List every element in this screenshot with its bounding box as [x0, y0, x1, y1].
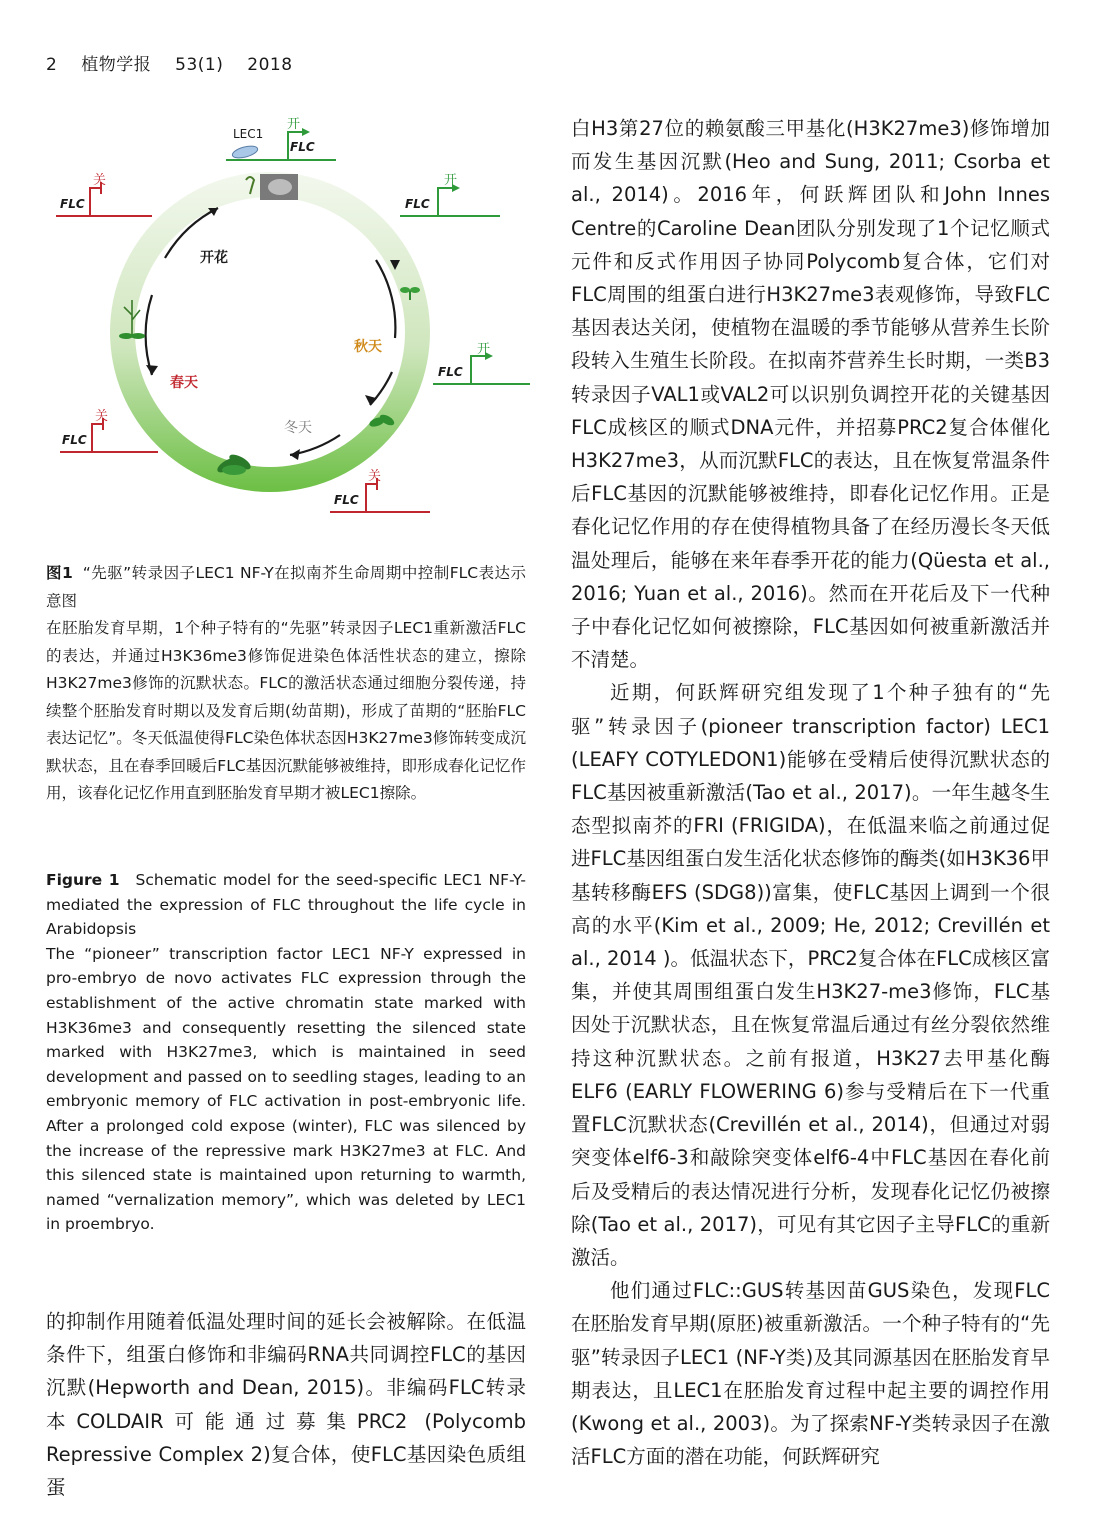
flc-right-on — [433, 342, 530, 384]
flc-left-upper-off — [56, 173, 152, 216]
page-number: 2 — [46, 55, 58, 75]
paragraph: 白H3第27位的赖氨酸三甲基化(H3K27me3)修饰增加而发生基因沉默(Heo and Sung, 2011; Csorba et al., 2014)。2016年，何跃辉团队和John Innes Centre的Caroline Dean团队分别发现了1个记忆顺式元件和反式作用因子协同Polycomb复合体，它们对FLC周围的组蛋白进行H3K27me3表观修饰，导致FLC基因表达关闭，使植物在温暖的季节能够从营养生长阶段转入生殖生长阶段。在拟南芥营养生长时期，一类B3转录因子VAL1或VAL2可以识别负调控开花的关键基因FLC成核区的顺式DNA元件，并招募PRC2复合体催化H3K27me3，从而沉默FLC的表达，且在恢复常温条件后FLC基因的沉默能够被维持，即春化记忆作用。正是春化记忆作用的存在使得植物具备了在经历漫长冬天低温处理后，能够在来年春季开花的能力(Qüesta et al., 2016; Yuan et al., 2016)。然而在开花后及下一代种子中春化记忆如何被擦除，FLC基因如何被重新激活并不清楚。 — [571, 117, 1050, 672]
off-label: 关 — [93, 173, 107, 188]
label-spring: 春天 — [170, 375, 198, 391]
on-label: 开 — [287, 117, 301, 132]
figure-legend-zh: 在胚胎发育早期，1个种子特有的“先驱”转录因子LEC1重新激活FLC的表达，并通过H3K36me3修饰促进染色体活性状态的建立，擦除H3K27me3修饰的沉默状态。FLC的激活状态通过细胞分裂传递，持续整个胚胎发育时期以及发育后期(幼苗期)，形成了苗期的“胚胎FLC表达记忆”。冬天低温使得FLC染色体状态因H3K27me3修饰转变成沉默状态，且在春季回暖后FLC基因沉默能够被维持，即形成春化记忆作用，该春化记忆作用直到胚胎发育早期才被LEC1擦除。 — [46, 619, 526, 802]
lec1-label: LEC1 — [233, 127, 264, 141]
figure-caption-zh — [46, 560, 526, 808]
year: 2018 — [247, 55, 293, 75]
figure-label-en: Figure 1 — [46, 871, 120, 889]
figure-title-zh: “先驱”转录因子LEC1 NF-Y在拟南芥生命周期中控制FLC表达示意图 — [46, 564, 526, 610]
figure-legend-en: The “pioneer” transcription factor LEC1 NF-Y expressed in pro-embryo de novo activates FLC expression through the establishment of the active chromatin state marked with H3K36me3 and consequently resetting the silenced state marked with H3K27me3, which is maintained in seed development and passed on to seedling stages, leading to an embryonic memory of FLC activation in post-embryonic life. After a prolonged cold expose (winter), FLC was silenced by the increase of the repressive mark H3K27me3 at FLC. And this silenced state is maintained upon returning to warmth, named “vernalization memory”, which was deleted by LEC1 in proembryo. — [46, 944, 526, 1234]
right-column — [571, 112, 1050, 1473]
label-winter: 冬天 — [284, 420, 312, 436]
figure-label-zh: 图1 — [46, 564, 73, 582]
figure-caption-en — [46, 868, 526, 1237]
lec1-protein-icon — [231, 144, 259, 160]
volume: 53(1) — [175, 55, 224, 75]
flc-bottom-off — [330, 469, 430, 512]
paragraph: 近期，何跃辉研究组发现了1个种子独有的“先驱”转录因子(pioneer transcription factor) LEC1 (LEAFY COTYLEDON1)能够在受精后使得沉默状态的FLC基因被重新激活(Tao et al., 2017)。一年生越冬生态型拟南芥的FRI (FRIGIDA)，在低温来临之前通过促进FLC基因组蛋白发生活化状态修饰的酶类(如H3K36甲基转移酶EFS (SDG8))富集，使FLC基因上调到一个很高的水平(Kim et al., 2009; He, 2012; Crevillén et al., 2014 )。低温状态下，PRC2复合体在FLC成核区富集，并使其周围组蛋白发生H3K27-me3修饰，FLC基因处于沉默状态，且在恢复常温后通过有丝分裂依然维持这种沉默状态。之前有报道，H3K27去甲基化酶ELF6 (EARLY FLOWERING 6)参与受精后在下一代重置FLC沉默状态(Crevillén et al., 2014)，但通过对弱突变体elf6-3和敲除突变体elf6-4中FLC基因在春化前后及受精后的表达情况进行分析，发现春化记忆仍被擦除(Tao et al., 2017)，可见有其它因子主导FLC的重新激活。 — [571, 681, 1050, 1269]
flc-top-on — [226, 117, 336, 160]
paragraph: 他们通过FLC::GUS转基因苗GUS染色，发现FLC在胚胎发育早期(原胚)被重新激活。一个种子特有的“先驱”转录因子LEC1 (NF-Y类)及其同源基因在胚胎发育早期表达，且LEC1在胚胎发育过程中起主要的调控作用(Kwong et al., 2003)。为了探索NF-Y类转录因子在激活FLC方面的潜在功能，何跃辉研究 — [571, 1279, 1050, 1469]
flc-label: FLC — [60, 197, 85, 211]
journal-name: 植物学报 — [81, 55, 152, 75]
flc-label: FLC — [290, 140, 315, 154]
page-header — [46, 50, 311, 75]
flc-label: FLC — [405, 197, 430, 211]
life-cycle-diagram — [40, 110, 535, 530]
off-label: 关 — [95, 409, 109, 424]
figure-1 — [40, 110, 535, 530]
figure-title-en: Schematic model for the seed-specific LEC1 NF-Y-mediated the expression of FLC throughout the life cycle in Arabidopsis — [46, 871, 526, 939]
off-label: 关 — [368, 469, 382, 484]
on-label: 开 — [444, 173, 458, 188]
ring-inner — [135, 197, 405, 467]
label-autumn: 秋天 — [354, 339, 382, 355]
label-flowering: 开花 — [200, 250, 228, 266]
flc-label: FLC — [334, 493, 359, 507]
flc-upper-right-on — [400, 173, 500, 216]
flc-label: FLC — [438, 365, 463, 379]
flc-label: FLC — [62, 433, 87, 447]
on-label: 开 — [477, 342, 491, 357]
left-column-body: 的抑制作用随着低温处理时间的延长会被解除。在低温条件下，组蛋白修饰和非编码RNA共同调控FLC的基因沉默(Hepworth and Dean, 2015)。非编码FLC转录本COLDAIR可能通过募集PRC2 (Polycomb Repressive Complex 2)复合体，使FLC基因染色质组蛋 — [46, 1310, 526, 1500]
